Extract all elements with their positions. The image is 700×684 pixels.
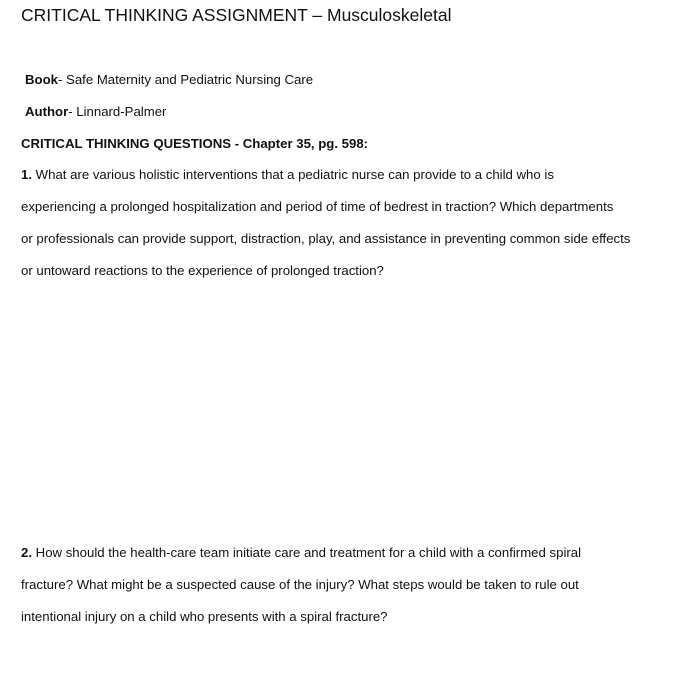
author-value: - Linnard-Palmer [68, 104, 167, 119]
section-heading: CRITICAL THINKING QUESTIONS - Chapter 35, pg. 598: [21, 136, 369, 151]
question-1-text-line-2: experiencing a prolonged hospitalization and period of time of bedrest in traction? Which departments [21, 199, 614, 214]
author-line [25, 104, 166, 119]
author-label: Author [25, 104, 69, 119]
question-2-line-1 [21, 545, 581, 560]
book-label: Book [25, 72, 58, 87]
book-line [25, 72, 313, 87]
question-1-text-line-3: or professionals can provide support, distraction, play, and assistance in preventing common side effects [21, 231, 631, 246]
question-1-text-line-1: What are various holistic interventions that a pediatric nurse can provide to a child who is [35, 167, 554, 182]
question-2-text-line-2: fracture? What might be a suspected cause of the injury? What steps would be taken to rule out [21, 577, 579, 592]
question-2-text-line-3: intentional injury on a child who presents with a spiral fracture? [21, 609, 388, 624]
question-2-number: 2. [21, 545, 32, 560]
question-1-line-1 [21, 167, 554, 182]
question-2-text-line-1: How should the health-care team initiate care and treatment for a child with a confirmed spiral [35, 545, 582, 560]
question-1-number: 1. [21, 167, 32, 182]
document-title: CRITICAL THINKING ASSIGNMENT – Musculoskeletal [21, 5, 452, 25]
book-value: - Safe Maternity and Pediatric Nursing Care [57, 72, 314, 87]
question-1-text-line-4: or untoward reactions to the experience of prolonged traction? [21, 263, 384, 278]
